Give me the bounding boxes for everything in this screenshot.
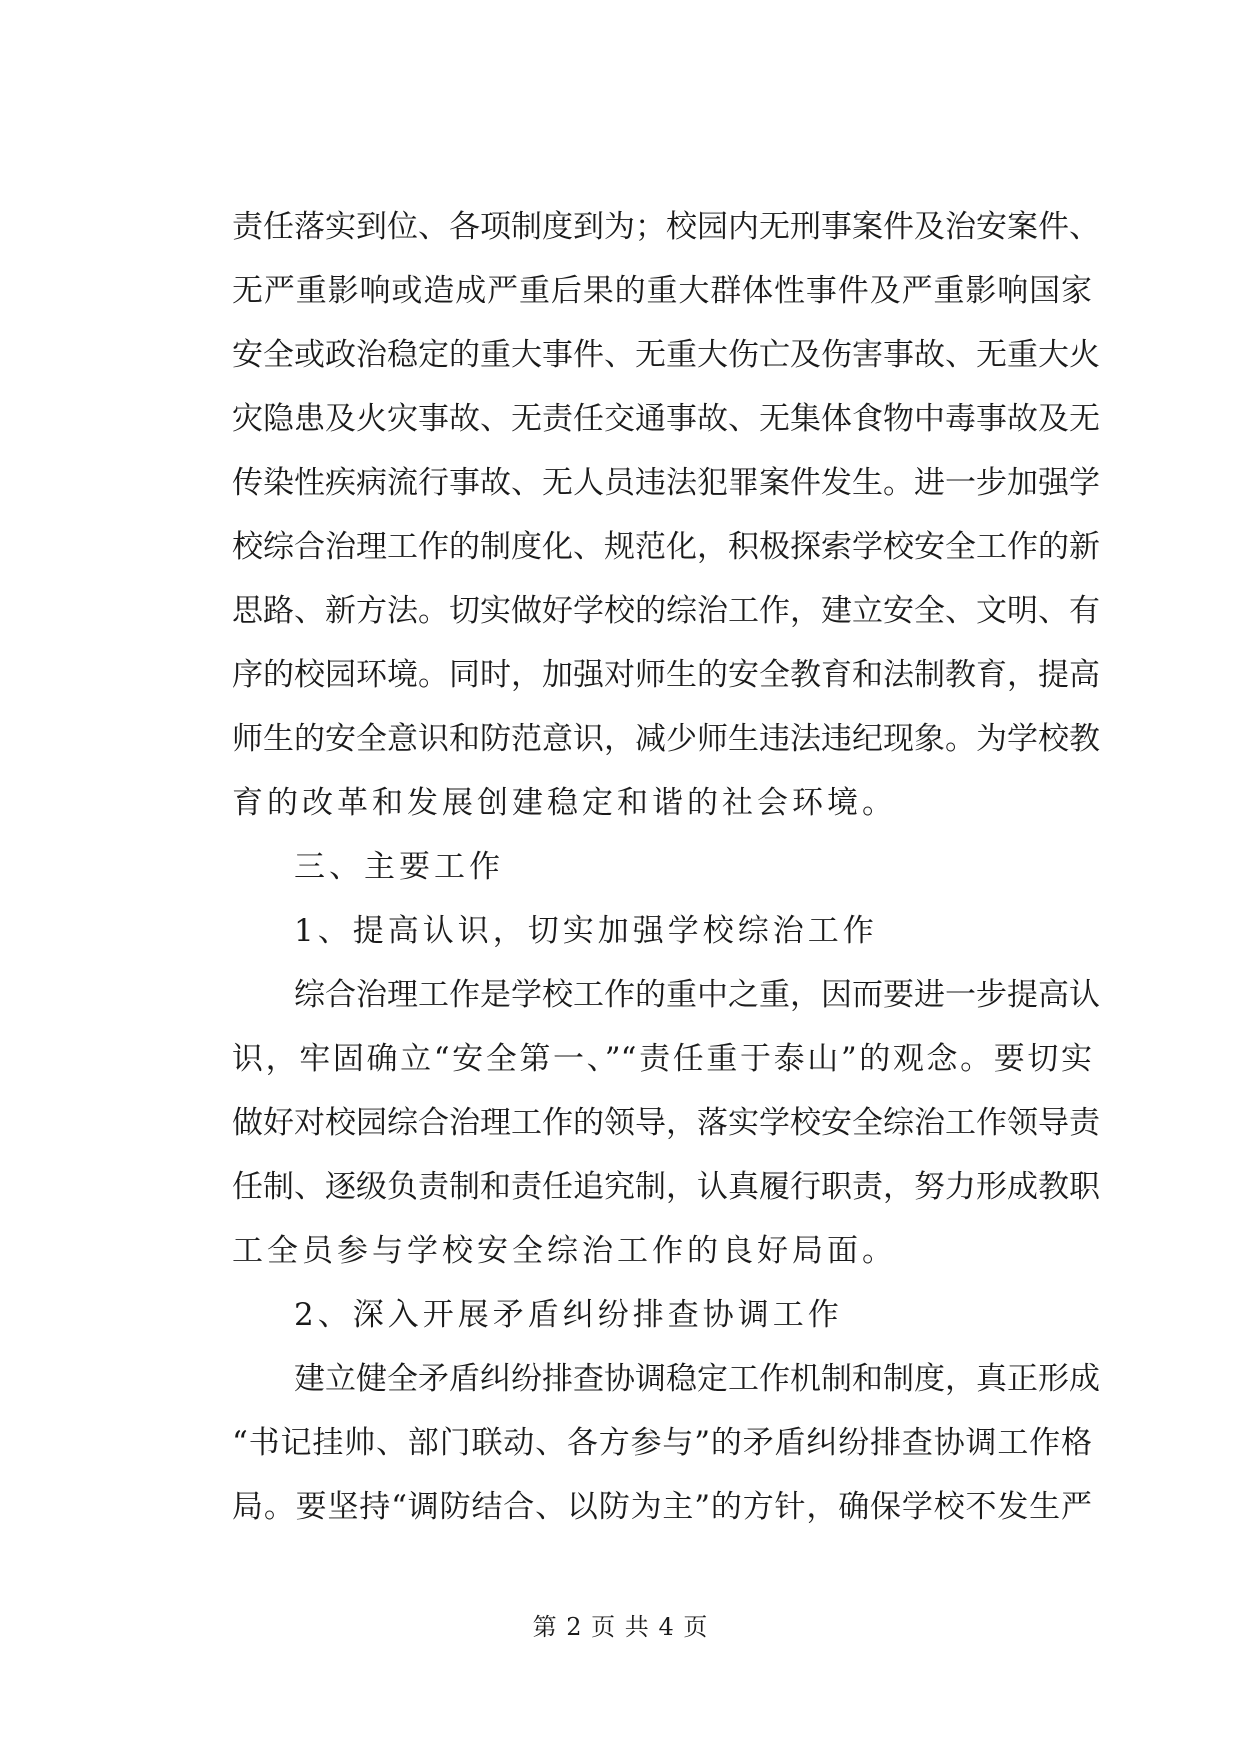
- body-line: 局。要坚持“调防结合、以防为主”的方针，确保学校不发生严: [232, 1489, 1092, 1525]
- body-line: “书记挂帅、部门联动、各方参与”的矛盾纠纷排查协调工作格: [232, 1425, 1092, 1461]
- section-heading: 三、主要工作: [294, 849, 504, 885]
- body-line: 传染性疾病流行事故、无人员违法犯罪案件发生。进一步加强学: [232, 465, 1100, 501]
- body-line: 责任落实到位、各项制度到为；校园内无刑事案件及治安案件、: [232, 209, 1100, 245]
- body-line: 安全或政治稳定的重大事件、无重大伤亡及伤害事故、无重大火: [232, 337, 1100, 373]
- body-line: 师生的安全意识和防范意识，减少师生违法违纪现象。为学校教: [232, 721, 1100, 757]
- body-line: 无严重影响或造成严重后果的重大群体性事件及严重影响国家: [232, 273, 1092, 309]
- body-line: 综合治理工作是学校工作的重中之重，因而要进一步提高认: [294, 977, 1100, 1013]
- body-line: 工全员参与学校安全综治工作的良好局面。: [232, 1233, 897, 1269]
- body-line: 任制、逐级负责制和责任追究制，认真履行职责，努力形成教职: [232, 1169, 1100, 1205]
- body-line: 做好对校园综合治理工作的领导，落实学校安全综治工作领导责: [232, 1105, 1100, 1141]
- body-line: 建立健全矛盾纠纷排查协调稳定工作机制和制度，真正形成: [294, 1361, 1100, 1397]
- subsection-heading: 1、提高认识，切实加强学校综治工作: [294, 913, 878, 949]
- subsection-heading: 2、深入开展矛盾纠纷排查协调工作: [294, 1297, 843, 1333]
- body-line: 校综合治理工作的制度化、规范化，积极探索学校安全工作的新: [232, 529, 1100, 565]
- body-line: 育的改革和发展创建稳定和谐的社会环境。: [232, 785, 897, 821]
- body-line: 序的校园环境。同时，加强对师生的安全教育和法制教育，提高: [232, 657, 1100, 693]
- body-line: 思路、新方法。切实做好学校的综治工作，建立安全、文明、有: [232, 593, 1100, 629]
- body-line: 灾隐患及火灾事故、无责任交通事故、无集体食物中毒事故及无: [232, 401, 1100, 437]
- page-number-footer: 第 2 页 共 4 页: [532, 1613, 709, 1641]
- body-line: 识，牢固确立“安全第一、”“责任重于泰山”的观念。要切实: [232, 1041, 1092, 1077]
